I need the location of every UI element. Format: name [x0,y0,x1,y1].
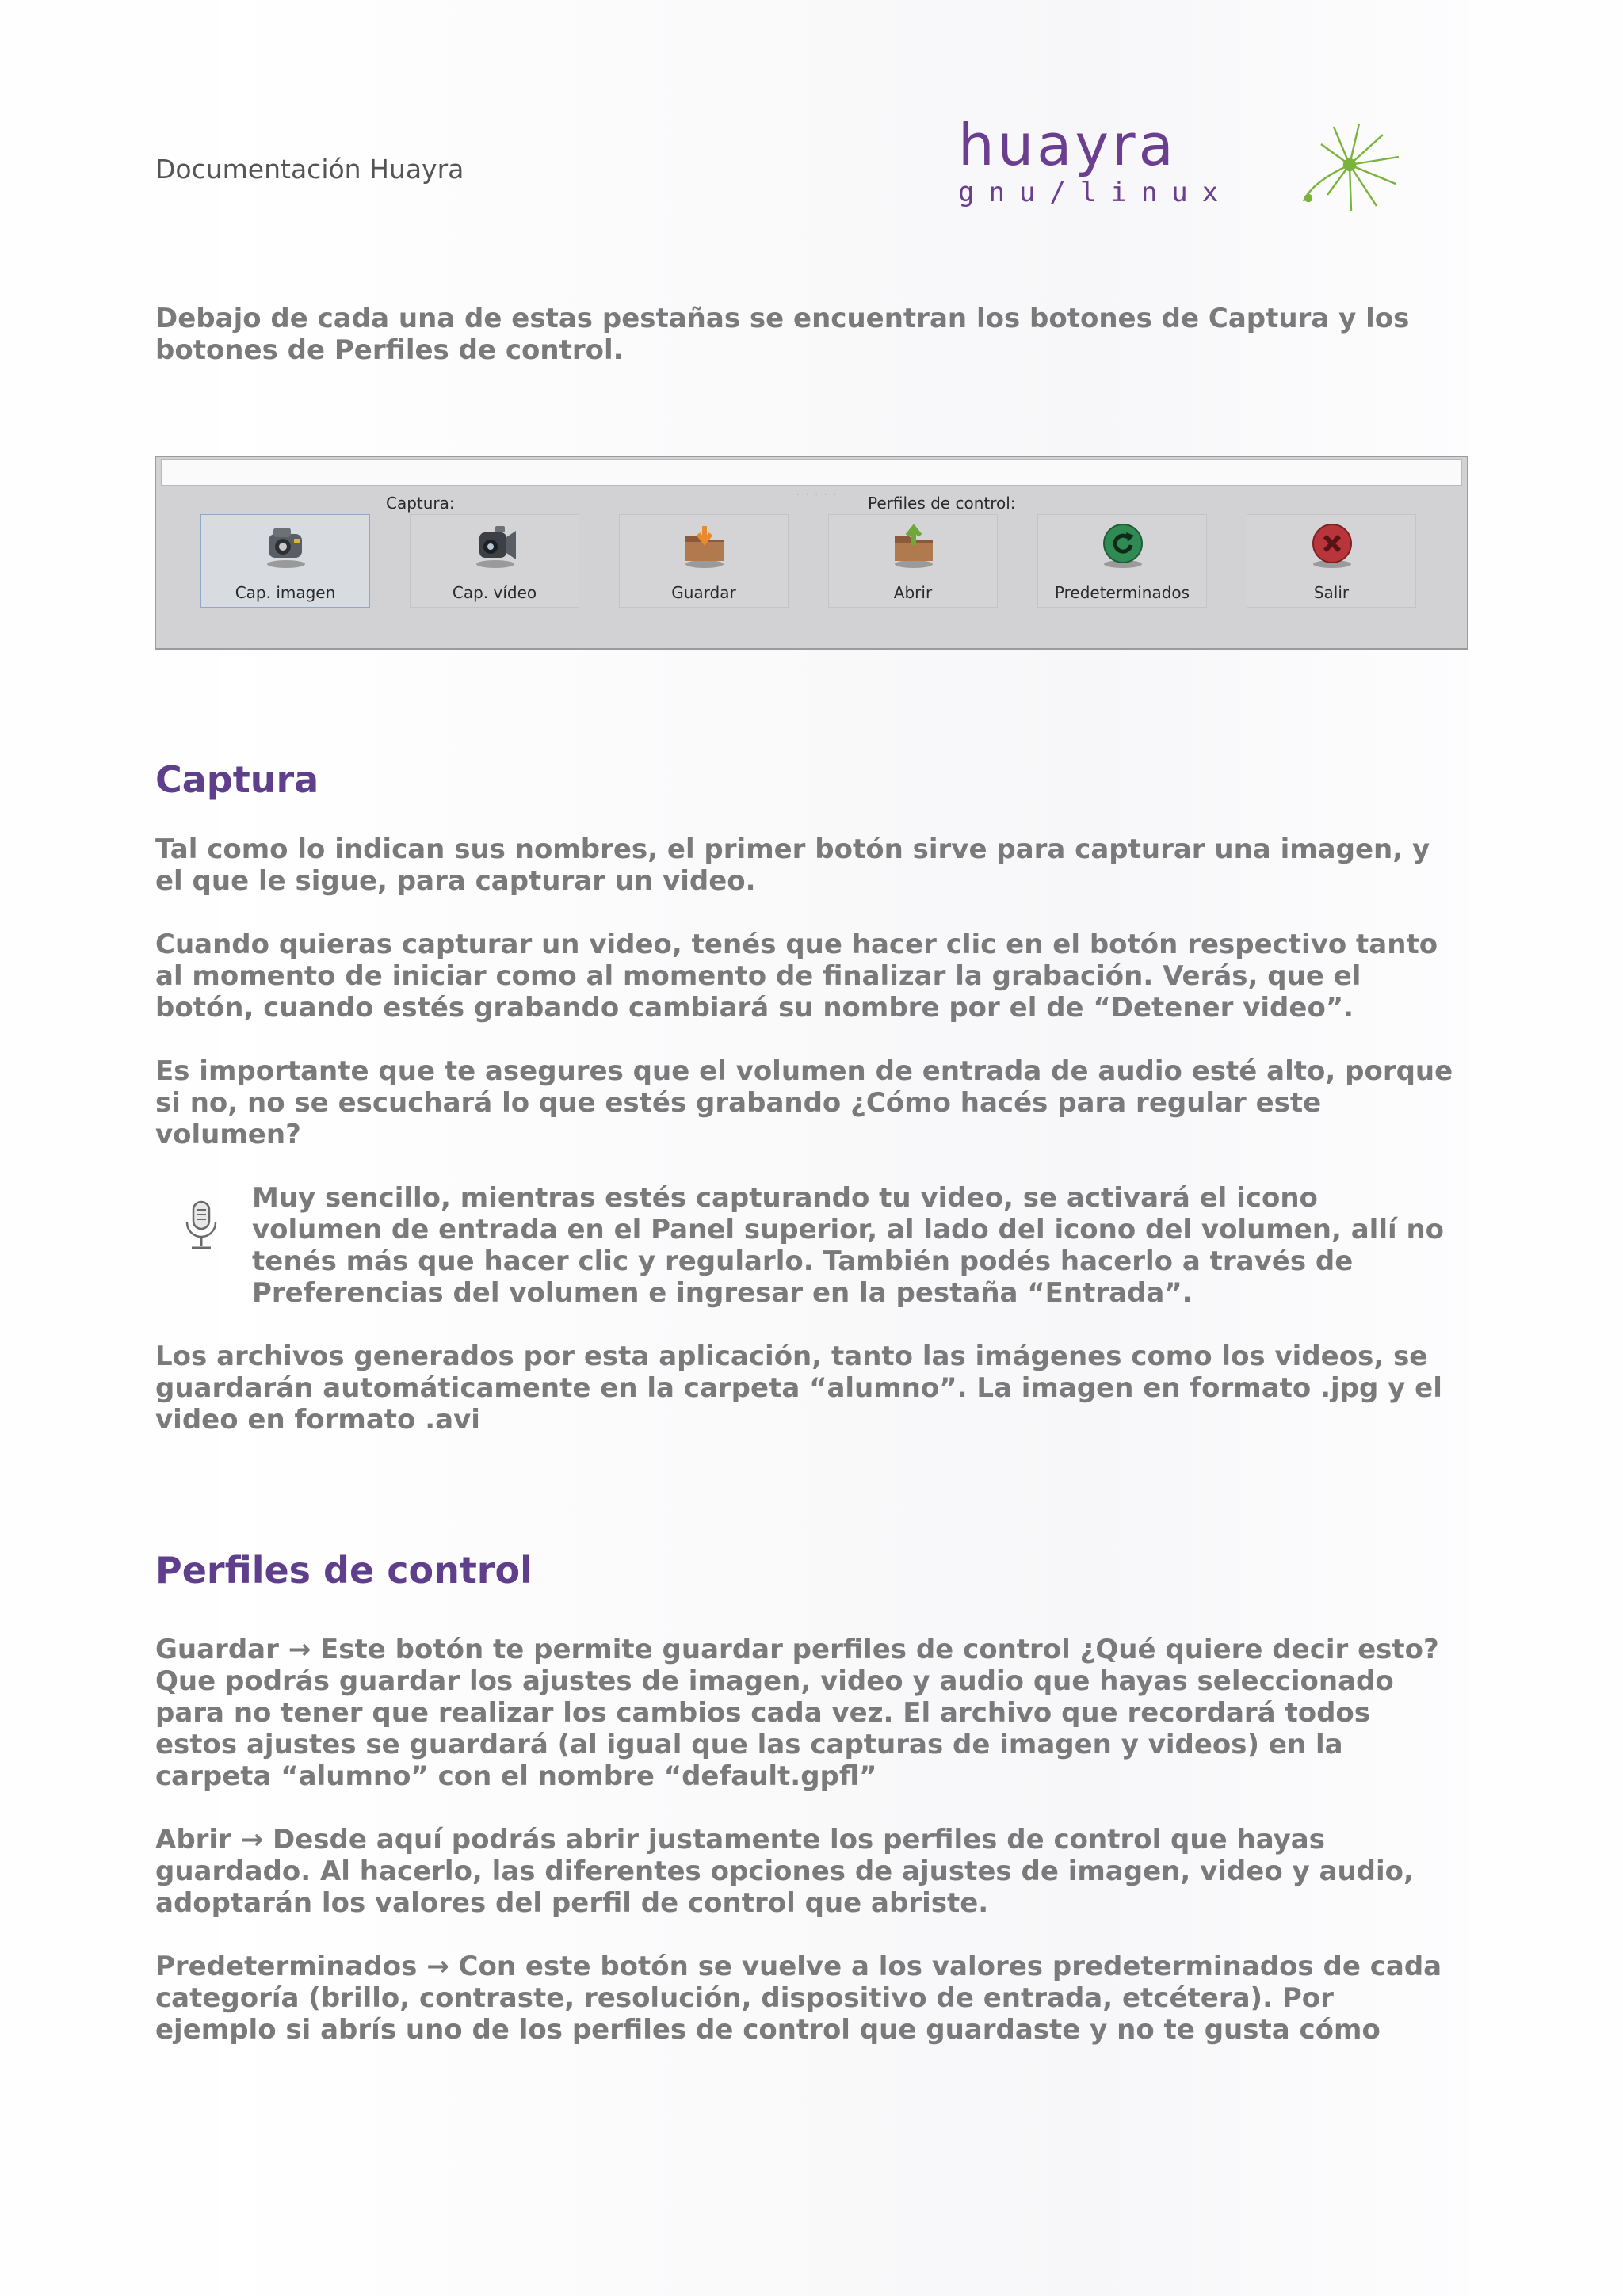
document-header-title: Documentación Huayra [155,154,464,185]
logo-subtext: gnu/linux [958,177,1233,208]
perfiles-paragraph-abrir: Abrir → Desde aquí podrás abrir justamente los perfiles de control que hayas guardado. Al hacerlo, las diferentes opciones de ajustes de imagen, video y audio, adoptarán los valores del perfil de control que abriste. [155,1824,1414,1919]
folder-save-icon [681,518,728,570]
cap-video-button[interactable] [410,514,579,608]
video-camera-icon [472,518,519,570]
guardar-button[interactable] [619,514,789,608]
captura-paragraph-1: Tal como lo indican sus nombres, el primer botón sirve para capturar una imagen, y el que le sigue, para capturar un video. [155,833,1430,897]
perfiles-paragraph-guardar: Guardar → Este botón te permite guardar perfiles de control ¿Qué quiere decir esto? Que podrás guardar los ajustes de imagen, video y audio que hayas seleccionado para no tener que realizar los cambios cada vez. El archivo que recordará todos estos ajustes se guardará (al igual que las capturas de imagen y videos) en la carpeta “alumno” con el nombre “default.gpfl” [155,1634,1439,1792]
cap-imagen-label: Cap. imagen [235,583,336,602]
captura-note: Muy sencillo, mientras estés capturando tu video, se activará el icono volumen de entrada en el Panel superior, al lado del icono del volumen, allí no tenés más que hacer clic y regularlo. También podés hacerlo a través de Preferencias del volumen e ingresar en la pestaña “Entrada”. [252,1182,1445,1309]
captura-paragraph-4: Los archivos generados por esta aplicación, tanto las imágenes como los videos, se guardarán automáticamente en la carpeta “alumno”. La imagen en formato .jpg y el video en formato .avi [155,1341,1442,1436]
camera-icon [262,518,310,570]
predeterminados-label: Predeterminados [1054,583,1190,602]
toolbar-grip: · · · · · [796,489,838,500]
microphone-icon [179,1200,223,1253]
abrir-button[interactable] [828,514,998,608]
captura-paragraph-3: Es importante que te asegures que el volumen de entrada de audio esté alto, porque si no, no se escuchará lo que estés grabando ¿Cómo hacés para regular este volumen? [155,1055,1453,1150]
toolbar-screenshot [155,456,1468,650]
group-label-captura: Captura: [386,494,455,513]
group-label-perfiles: Perfiles de control: [868,494,1016,513]
folder-open-icon [890,518,938,570]
intro-paragraph: Debajo de cada una de estas pestañas se encuentran los botones de Captura y los botones de Perfiles de control. [155,303,1410,366]
section-heading-captura: Captura [155,758,319,801]
logo-spark-icon [1304,124,1399,211]
logo-text: huayra [958,119,1177,178]
window-title-bar [161,459,1462,486]
close-icon [1308,518,1356,570]
captura-paragraph-2: Cuando quieras capturar un video, tenés que hacer clic en el botón respectivo tanto al momento de iniciar como al momento de finalizar la grabación. Verás, que el botón, cuando estés grabando cambiará su nombre por el de “Detener video”. [155,929,1438,1024]
perfiles-paragraph-predeterminados: Predeterminados → Con este botón se vuelve a los valores predeterminados de cada categoría (brillo, contraste, resolución, dispositivo de entrada, etcétera). Por ejemplo si abrís uno de los perfiles de control que guardaste y no te gusta cómo [155,1951,1442,2046]
guardar-label: Guardar [671,583,736,602]
cap-video-label: Cap. vídeo [452,583,537,602]
cap-imagen-button[interactable] [200,514,370,608]
salir-button[interactable] [1247,514,1416,608]
section-heading-perfiles: Perfiles de control [155,1549,533,1592]
huayra-logo [955,119,1415,222]
salir-label: Salir [1313,583,1350,602]
reset-icon [1099,518,1147,570]
predeterminados-button[interactable] [1037,514,1207,608]
abrir-label: Abrir [893,583,933,602]
